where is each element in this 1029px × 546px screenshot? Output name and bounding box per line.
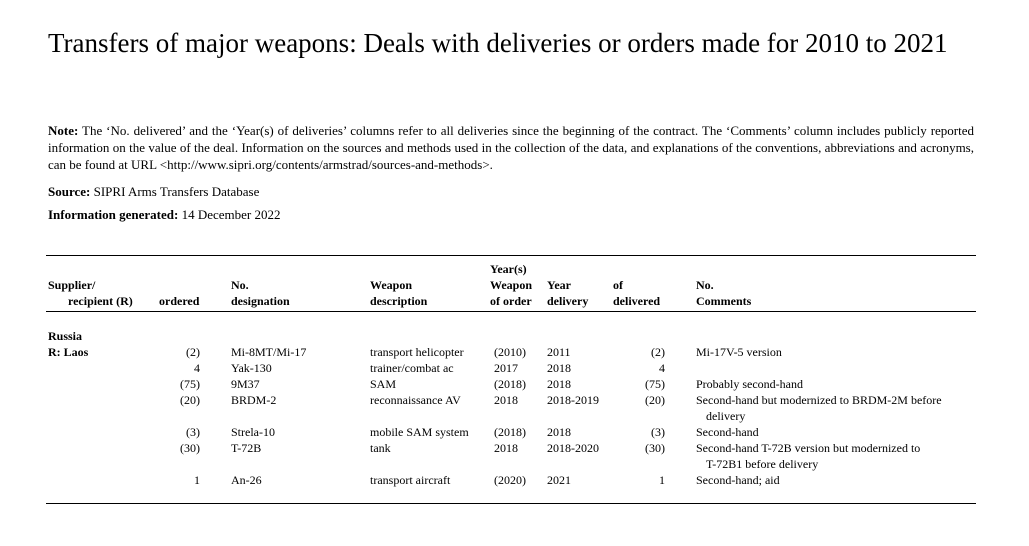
header-ordered: ordered — [159, 294, 200, 308]
header-weapon-1: Weapon — [370, 278, 413, 292]
header-supplier-2: recipient (R) — [68, 294, 133, 308]
table-header-rule — [46, 311, 976, 312]
cell-delivery-years: 2021 — [547, 473, 571, 487]
recipient-name: R: Laos — [48, 345, 89, 359]
header-of-1: of — [613, 278, 623, 292]
cell-ordered: (75) — [180, 377, 200, 391]
note-text: The ‘No. delivered’ and the ‘Year(s) of deliveries’ columns refer to all deliveries since the beginning of the contract. The ‘Comments’ column includes publicly reported information on the value of the deal. Information on the sources and methods used in the collection of the data, and explanations of the conventions, abbreviations and acronyms, can be found at URL <http://www.sipri.org/contents/armstrad/sources-and-methods>. — [48, 123, 975, 172]
cell-delivered: (3) — [651, 425, 665, 439]
cell-order-year: (2020) — [494, 473, 526, 487]
cell-description: trainer/combat ac — [370, 361, 454, 375]
comment-line-1: Mi-17V-5 version — [696, 345, 782, 359]
cell-ordered: (2) — [186, 345, 200, 359]
cell-designation: Strela-10 — [231, 425, 275, 439]
comment-line-1: Probably second-hand — [696, 377, 803, 391]
cell-comment — [696, 344, 976, 360]
cell-order-year: (2018) — [494, 377, 526, 391]
cell-description: tank — [370, 441, 391, 455]
cell-comment — [696, 424, 976, 440]
comment-line-2: T-72B1 before delivery — [706, 457, 819, 471]
cell-description: SAM — [370, 377, 397, 391]
cell-delivery-years: 2018-2020 — [547, 441, 599, 455]
source-label: Source: — [48, 184, 91, 199]
header-comments: Comments — [696, 294, 752, 308]
cell-ordered: (30) — [180, 441, 200, 455]
cell-designation: Mi-8MT/Mi-17 — [231, 345, 307, 359]
cell-ordered: (20) — [180, 393, 200, 407]
cell-delivered: (20) — [645, 393, 665, 407]
cell-order-year: (2010) — [494, 345, 526, 359]
cell-description: mobile SAM system — [370, 425, 469, 439]
note-paragraph — [48, 122, 974, 173]
cell-delivery-years: 2011 — [547, 345, 571, 359]
cell-designation: An-26 — [231, 473, 262, 487]
header-years-1: Year(s) — [490, 262, 527, 276]
cell-description: transport helicopter — [370, 345, 464, 359]
comment-line-1: Second-hand; aid — [696, 473, 780, 487]
header-weapon-description: description — [370, 294, 428, 308]
header-delivered: delivered — [613, 294, 661, 308]
table-bottom-rule — [46, 503, 976, 504]
cell-comment — [696, 440, 976, 472]
cell-delivered: 1 — [659, 473, 665, 487]
cell-order-year: (2018) — [494, 425, 526, 439]
header-years-2: Weapon — [490, 278, 533, 292]
cell-designation: 9M37 — [231, 377, 260, 391]
cell-designation: BRDM-2 — [231, 393, 277, 407]
cell-ordered: 1 — [194, 473, 200, 487]
header-no-1: No. — [231, 278, 249, 292]
cell-delivery-years: 2018-2019 — [547, 393, 599, 407]
generated-text: 14 December 2022 — [181, 207, 281, 222]
cell-designation: Yak-130 — [231, 361, 272, 375]
cell-ordered: 4 — [194, 361, 200, 375]
cell-delivery-years: 2018 — [547, 377, 571, 391]
comment-line-1: Second-hand T-72B version but modernized to — [696, 441, 921, 455]
cell-order-year: 2018 — [494, 393, 518, 407]
header-no-2: No. — [696, 278, 714, 292]
table-top-rule — [46, 255, 976, 256]
cell-delivered: (30) — [645, 441, 665, 455]
cell-description: reconnaissance AV — [370, 393, 461, 407]
generated-label: Information generated: — [48, 207, 179, 222]
cell-delivered: (75) — [645, 377, 665, 391]
supplier-name: Russia — [48, 329, 83, 343]
cell-order-year: 2018 — [494, 441, 518, 455]
cell-comment — [696, 376, 976, 392]
cell-comment — [696, 472, 976, 488]
header-year-1: Year — [547, 278, 571, 292]
header-year-delivery: delivery — [547, 294, 589, 308]
comment-line-1: Second-hand but modernized to BRDM-2M before — [696, 393, 942, 407]
source-line — [48, 183, 259, 200]
generated-line — [48, 206, 281, 223]
cell-comment — [696, 392, 976, 424]
comment-line-2: delivery — [706, 409, 746, 423]
note-label: Note: — [48, 123, 79, 138]
cell-delivery-years: 2018 — [547, 425, 571, 439]
cell-ordered: (3) — [186, 425, 200, 439]
cell-order-year: 2017 — [494, 361, 518, 375]
header-supplier-1: Supplier/ — [48, 278, 96, 292]
source-text: SIPRI Arms Transfers Database — [93, 184, 260, 199]
cell-designation: T-72B — [231, 441, 262, 455]
header-designation: designation — [231, 294, 290, 308]
cell-delivery-years: 2018 — [547, 361, 571, 375]
page-title: Transfers of major weapons: Deals with deliveries or orders made for 2010 to 2021 — [48, 28, 948, 58]
cell-delivered: 4 — [659, 361, 665, 375]
cell-description: transport aircraft — [370, 473, 451, 487]
cell-delivered: (2) — [651, 345, 665, 359]
header-year-of-order: of order — [490, 294, 532, 308]
comment-line-1: Second-hand — [696, 425, 759, 439]
